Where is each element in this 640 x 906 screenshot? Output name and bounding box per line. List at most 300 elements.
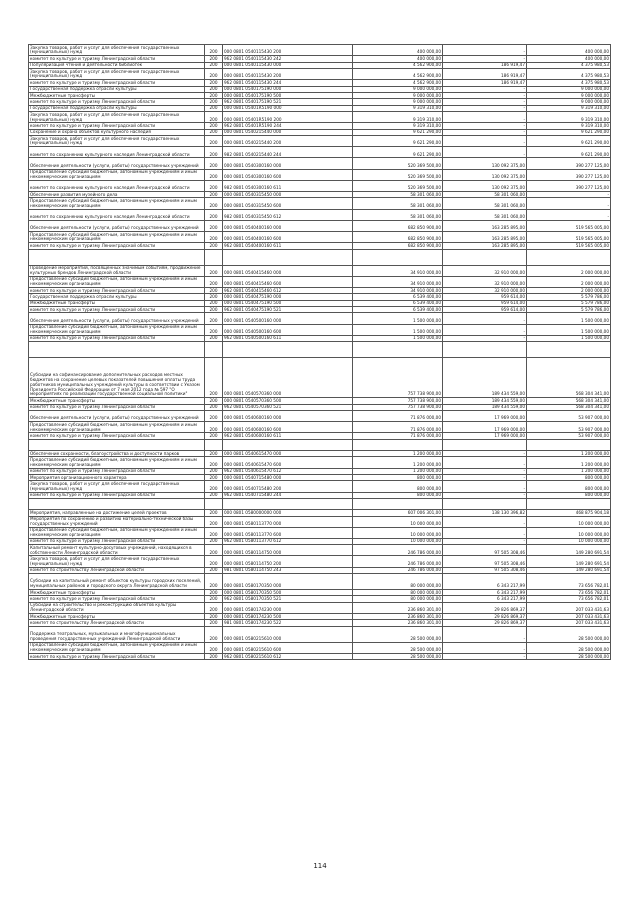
row-budget-code-cell: 000 0801 0540415460 000	[223, 265, 353, 276]
row-remaining-cell	[527, 249, 611, 265]
row-remaining-cell: 568 304 341,00	[527, 398, 611, 404]
row-line-code-cell: 200	[205, 99, 223, 105]
row-line-code-cell: 200	[205, 123, 223, 129]
row-planned-cell: 10 000 000,00	[353, 527, 443, 538]
row-planned-cell: 1 200 000,00	[353, 468, 443, 474]
row-line-code-cell: 200	[205, 192, 223, 198]
row-planned-cell: 10 000 000,00	[353, 538, 443, 544]
row-name-cell: Предоставление субсидий бюджетным, автономным учреждениям и иным некоммерческим организациям	[29, 422, 205, 433]
row-executed-cell: -	[443, 105, 527, 111]
row-executed-cell: 32 910 000,00	[443, 265, 527, 276]
row-budget-code-cell: 000 0801 0540570360 000	[223, 358, 353, 398]
row-budget-code-cell: 962 0801 0540500160 611	[223, 335, 353, 341]
row-remaining-cell: 10 000 000,00	[527, 538, 611, 544]
row-executed-cell: -	[443, 626, 527, 642]
table-row	[29, 112, 611, 123]
row-name-cell: Предоставление субсидий бюджетным, автономным учреждениям и иным некоммерческим организациям	[29, 527, 205, 538]
row-name-cell: Сохранение и охрана объектов культурного наследия	[29, 129, 205, 135]
row-remaining-cell: 9 621 290,00	[527, 129, 611, 135]
row-planned-cell: 4 562 900,00	[353, 80, 443, 86]
row-executed-cell: -	[443, 474, 527, 480]
report-page	[28, 44, 610, 660]
row-executed-cell: 29 826 869,37	[443, 602, 527, 613]
row-name-cell: Предоставление субсидий бюджетным, автономным учреждениям и иным некоммерческим организациям	[29, 457, 205, 468]
row-executed-cell: -	[443, 653, 527, 659]
row-budget-code-cell: 000 0801 0580114750 200	[223, 556, 353, 567]
row-budget-code-cell	[223, 342, 353, 358]
row-executed-cell: 959 614,00	[443, 307, 527, 313]
row-name-cell: Субсидии на строительство и реконструкцию объектов культуры Ленинградской области	[29, 602, 205, 613]
row-remaining-cell: 5 579 786,00	[527, 307, 611, 313]
row-budget-code-cell: 962 0801 0580215610 612	[223, 653, 353, 659]
row-executed-cell: -	[443, 147, 527, 158]
row-line-code-cell: 200	[205, 468, 223, 474]
row-budget-code-cell: 962 0801 05401R5190 244	[223, 123, 353, 129]
row-line-code-cell: 200	[205, 545, 223, 556]
row-budget-code-cell	[223, 498, 353, 509]
row-remaining-cell: 53 907 000,00	[527, 411, 611, 422]
table-row	[29, 324, 611, 335]
row-line-code-cell: 200	[205, 147, 223, 158]
row-planned-cell: 400 000,00	[353, 56, 443, 62]
row-line-code-cell: 200	[205, 358, 223, 398]
row-remaining-cell: 149 280 691,54	[527, 567, 611, 573]
row-planned-cell: 4 562 900,00	[353, 68, 443, 79]
page-number: 114	[313, 862, 327, 870]
row-executed-cell: 186 919,47	[443, 68, 527, 79]
row-budget-code-cell: 962 0801 0540400160 611	[223, 243, 353, 249]
row-remaining-cell: 207 033 431,63	[527, 614, 611, 620]
row-name-cell: комитет по строительству Ленинградской области	[29, 620, 205, 626]
row-budget-code-cell: 000 0801 0540175190 500	[223, 92, 353, 98]
row-planned-cell: 236 860 301,00	[353, 614, 443, 620]
row-remaining-cell: 73 656 782,01	[527, 590, 611, 596]
row-budget-code-cell: 000 0801 0540500160 000	[223, 313, 353, 324]
row-executed-cell: 29 826 869,37	[443, 614, 527, 620]
row-budget-code-cell: 000 0801 0540615470 000	[223, 450, 353, 456]
row-budget-code-cell: 000 0801 0580174230 500	[223, 614, 353, 620]
row-planned-cell: 800 000,00	[353, 474, 443, 480]
row-line-code-cell: 200	[205, 313, 223, 324]
row-planned-cell: 9 000 000,00	[353, 99, 443, 105]
row-planned-cell: 757 738 900,00	[353, 358, 443, 398]
row-budget-code-cell: 000 0801 0580000000 000	[223, 510, 353, 516]
row-name-cell: комитет по сохранению культурного наследия Ленинградской области	[29, 180, 205, 191]
row-line-code-cell: 200	[205, 411, 223, 422]
row-executed-cell: 97 505 308,46	[443, 545, 527, 556]
row-name-cell	[29, 249, 205, 265]
table-row	[29, 158, 611, 169]
row-line-code-cell: 200	[205, 614, 223, 620]
table-row	[29, 231, 611, 242]
row-budget-code-cell: 000 0801 0540315450 000	[223, 192, 353, 198]
row-budget-code-cell: 000 0801 05401R5190 000	[223, 105, 353, 111]
row-budget-code-cell: 982 0801 0540300160 611	[223, 180, 353, 191]
row-remaining-cell: 568 304 341,00	[527, 404, 611, 410]
row-remaining-cell: 468 875 904,18	[527, 510, 611, 516]
row-name-cell: комитет по культуре и туризму Ленинградской области	[29, 468, 205, 474]
row-budget-code-cell: 000 0801 0540715480 000	[223, 474, 353, 480]
row-remaining-cell: 149 280 691,54	[527, 556, 611, 567]
row-name-cell: Обеспечение деятельности (услуги, работы) государственных учреждений	[29, 220, 205, 231]
row-executed-cell: -	[443, 86, 527, 92]
row-remaining-cell: 1 200 000,00	[527, 457, 611, 468]
row-planned-cell: 28 500 000,00	[353, 626, 443, 642]
row-planned-cell: 9 621 290,00	[353, 147, 443, 158]
row-planned-cell: 1 200 000,00	[353, 450, 443, 456]
row-executed-cell: 186 919,47	[443, 62, 527, 68]
row-budget-code-cell: 000 0801 0540600160 000	[223, 411, 353, 422]
row-planned-cell: 400 000,00	[353, 45, 443, 56]
row-name-cell: Обеспечение деятельности (услуги, работы) государственных учреждений	[29, 313, 205, 324]
row-planned-cell: 28 500 000,00	[353, 653, 443, 659]
row-remaining-cell: 10 000 000,00	[527, 516, 611, 527]
row-planned-cell: 80 000 000,00	[353, 590, 443, 596]
row-executed-cell	[443, 249, 527, 265]
row-name-cell: Обеспечение деятельности (услуги, работы) государственных учреждений	[29, 158, 205, 169]
row-planned-cell: 28 500 000,00	[353, 642, 443, 653]
row-executed-cell: 58 301 060,00	[443, 209, 527, 220]
row-remaining-cell: 390 277 125,00	[527, 169, 611, 180]
row-line-code-cell: 200	[205, 129, 223, 135]
row-line-code-cell	[205, 498, 223, 509]
table-row	[29, 136, 611, 147]
row-remaining-cell: 519 565 005,00	[527, 243, 611, 249]
table-row	[29, 516, 611, 527]
row-name-cell: Межбюджетные трансферты	[29, 398, 205, 404]
row-remaining-cell: 28 500 000,00	[527, 653, 611, 659]
table-spacer-row	[29, 249, 611, 265]
row-executed-cell: 130 092 375,00	[443, 158, 527, 169]
row-executed-cell: 97 505 308,46	[443, 567, 527, 573]
row-remaining-cell: 53 907 000,00	[527, 433, 611, 439]
row-budget-code-cell: 981 0801 0580174230 522	[223, 620, 353, 626]
row-line-code-cell: 200	[205, 307, 223, 313]
row-line-code-cell: 200	[205, 294, 223, 300]
row-name-cell: Предоставление субсидий бюджетным, автономным учреждениям и иным некоммерческим организациям	[29, 276, 205, 287]
row-budget-code-cell: 000 0801 0540300160 000	[223, 158, 353, 169]
row-line-code-cell: 200	[205, 243, 223, 249]
row-budget-code-cell: 000 0801 0540500160 600	[223, 324, 353, 335]
row-remaining-cell: 73 656 782,01	[527, 574, 611, 590]
row-name-cell: Закупка товаров, работ и услуг для обеспечения государственных (муниципальных) нужд	[29, 556, 205, 567]
row-planned-cell: 80 000 000,00	[353, 596, 443, 602]
row-executed-cell: -	[443, 92, 527, 98]
row-budget-code-cell: 000 0801 0580170350 000	[223, 574, 353, 590]
row-line-code-cell: 200	[205, 56, 223, 62]
row-name-cell: комитет по культуре и туризму Ленинградской области	[29, 492, 205, 498]
row-line-code-cell: 200	[205, 556, 223, 567]
row-name-cell: Межбюджетные трансферты	[29, 590, 205, 596]
row-planned-cell: 236 860 301,00	[353, 620, 443, 626]
row-budget-code-cell: 000 0801 0540715480 200	[223, 481, 353, 492]
row-remaining-cell: 28 500 000,00	[527, 642, 611, 653]
table-row	[29, 527, 611, 538]
row-planned-cell: 246 786 000,00	[353, 567, 443, 573]
table-row	[29, 180, 611, 191]
row-line-code-cell: 200	[205, 169, 223, 180]
row-line-code-cell: 200	[205, 596, 223, 602]
row-executed-cell: -	[443, 468, 527, 474]
row-executed-cell: 163 285 895,00	[443, 220, 527, 231]
row-name-cell: Закупка товаров, работ и услуг для обеспечения государственных (муниципальных) нужд	[29, 112, 205, 123]
row-name-cell: Мероприятия организационного характера	[29, 474, 205, 480]
row-remaining-cell	[527, 439, 611, 450]
row-remaining-cell: 53 907 000,00	[527, 422, 611, 433]
row-executed-cell: -	[443, 324, 527, 335]
row-line-code-cell: 200	[205, 602, 223, 613]
row-executed-cell: 189 434 559,00	[443, 404, 527, 410]
table-row	[29, 198, 611, 209]
row-planned-cell: 9 621 290,00	[353, 129, 443, 135]
row-planned-cell: 9 621 290,00	[353, 136, 443, 147]
row-line-code-cell: 200	[205, 481, 223, 492]
row-planned-cell: 757 738 900,00	[353, 398, 443, 404]
row-executed-cell: 17 969 000,00	[443, 433, 527, 439]
row-planned-cell: 9 000 000,00	[353, 86, 443, 92]
row-executed-cell: -	[443, 642, 527, 653]
row-budget-code-cell: 962 0801 0580170350 521	[223, 596, 353, 602]
row-remaining-cell: 519 565 005,00	[527, 231, 611, 242]
row-remaining-cell: 9 621 290,00	[527, 136, 611, 147]
row-remaining-cell: 9 319 310,00	[527, 112, 611, 123]
row-line-code-cell: 200	[205, 209, 223, 220]
table-row	[29, 422, 611, 433]
row-name-cell	[29, 342, 205, 358]
row-planned-cell: 9 000 000,00	[353, 92, 443, 98]
row-executed-cell: 6 343 217,99	[443, 596, 527, 602]
table-row	[29, 313, 611, 324]
row-remaining-cell	[527, 498, 611, 509]
row-name-cell: Закупка товаров, работ и услуг для обеспечения государственных (муниципальных) нужд	[29, 45, 205, 56]
row-line-code-cell: 200	[205, 105, 223, 111]
row-line-code-cell: 200	[205, 450, 223, 456]
row-remaining-cell: -	[527, 209, 611, 220]
row-planned-cell: 10 000 000,00	[353, 516, 443, 527]
row-line-code-cell: 200	[205, 433, 223, 439]
row-budget-code-cell: 000 0801 0540115430 000	[223, 62, 353, 68]
row-remaining-cell: 390 277 125,00	[527, 180, 611, 191]
row-name-cell: комитет по культуре и туризму Ленинградской области	[29, 538, 205, 544]
table-spacer-row	[29, 342, 611, 358]
row-remaining-cell	[527, 342, 611, 358]
row-remaining-cell: 390 277 125,00	[527, 158, 611, 169]
row-executed-cell: -	[443, 123, 527, 129]
row-executed-cell: -	[443, 538, 527, 544]
row-remaining-cell: 800 000,00	[527, 474, 611, 480]
row-executed-cell: 6 343 217,99	[443, 574, 527, 590]
row-executed-cell: -	[443, 527, 527, 538]
row-planned-cell: 1 200 000,00	[353, 457, 443, 468]
row-planned-cell: 71 876 000,00	[353, 433, 443, 439]
row-name-cell: Капитальный ремонт культурно-досуговых учреждений, находящихся в собственности Ленинградской области	[29, 545, 205, 556]
row-name-cell: Обеспечение деятельности (услуги, работы) государственных учреждений	[29, 411, 205, 422]
row-line-code-cell: 200	[205, 324, 223, 335]
row-budget-code-cell: 000 0801 0540615470 600	[223, 457, 353, 468]
row-executed-cell: 130 092 375,00	[443, 169, 527, 180]
row-remaining-cell: 400 000,00	[527, 56, 611, 62]
row-executed-cell: 186 919,47	[443, 80, 527, 86]
row-budget-code-cell: 000 0801 0540300160 600	[223, 169, 353, 180]
row-remaining-cell: 800 000,00	[527, 481, 611, 492]
row-remaining-cell: 9 000 000,00	[527, 92, 611, 98]
row-remaining-cell: 519 565 005,00	[527, 220, 611, 231]
row-line-code-cell	[205, 342, 223, 358]
row-remaining-cell: 28 500 000,00	[527, 626, 611, 642]
row-remaining-cell: 400 000,00	[527, 45, 611, 56]
row-planned-cell: 682 850 900,00	[353, 220, 443, 231]
row-planned-cell: 800 000,00	[353, 481, 443, 492]
row-executed-cell: 97 505 308,46	[443, 556, 527, 567]
row-planned-cell: 9 319 310,00	[353, 105, 443, 111]
row-budget-code-cell: 000 0801 0580215610 600	[223, 642, 353, 653]
row-budget-code-cell: 962 0801 0580113770 612	[223, 538, 353, 544]
row-planned-cell: 682 850 900,00	[353, 243, 443, 249]
row-line-code-cell: 200	[205, 265, 223, 276]
row-planned-cell: 800 000,00	[353, 492, 443, 498]
row-executed-cell: -	[443, 56, 527, 62]
row-budget-code-cell: 962 0801 0540415460 612	[223, 287, 353, 293]
row-line-code-cell: 200	[205, 404, 223, 410]
row-budget-code-cell: 000 0801 0540400160 600	[223, 231, 353, 242]
row-name-cell: комитет по культуре и туризму Ленинградской области	[29, 433, 205, 439]
row-budget-code-cell: 000 0801 0540115430 200	[223, 68, 353, 79]
row-planned-cell: 520 369 500,00	[353, 158, 443, 169]
table-row	[29, 653, 611, 659]
row-remaining-cell: 4 375 980,53	[527, 62, 611, 68]
row-budget-code-cell: 981 0801 0580114750 243	[223, 567, 353, 573]
row-line-code-cell	[205, 439, 223, 450]
row-name-cell: Проведение мероприятий, посвященных значимым событиям, продвижение культурных брендов Ленинградской области	[29, 265, 205, 276]
table-row	[29, 220, 611, 231]
row-name-cell: Закупка товаров, работ и услуг для обеспечения государственных (муниципальных) нужд	[29, 68, 205, 79]
row-planned-cell: 58 301 060,00	[353, 209, 443, 220]
row-line-code-cell: 200	[205, 136, 223, 147]
row-name-cell: комитет по культуре и туризму Ленинградской области	[29, 123, 205, 129]
table-row	[29, 147, 611, 158]
row-planned-cell: 80 000 000,00	[353, 574, 443, 590]
row-line-code-cell: 200	[205, 86, 223, 92]
row-budget-code-cell: 982 0801 0540215440 244	[223, 147, 353, 158]
row-planned-cell	[353, 439, 443, 450]
row-budget-code-cell: 000 0801 0540175190 000	[223, 86, 353, 92]
row-executed-cell: 189 434 559,00	[443, 398, 527, 404]
row-planned-cell: 34 910 000,00	[353, 287, 443, 293]
row-planned-cell: 520 369 500,00	[353, 169, 443, 180]
row-line-code-cell: 200	[205, 516, 223, 527]
table-spacer-row	[29, 439, 611, 450]
table-row	[29, 209, 611, 220]
row-planned-cell: 682 850 900,00	[353, 231, 443, 242]
row-name-cell: комитет по культуре и туризму Ленинградской области	[29, 287, 205, 293]
row-budget-code-cell: 000 0801 0540215440 200	[223, 136, 353, 147]
row-name-cell: Мероприятия, направленные на достижение целей проектов	[29, 510, 205, 516]
row-executed-cell: 138 130 396,82	[443, 510, 527, 516]
row-name-cell: Предоставление субсидий бюджетным, автономным учреждениям и иным некоммерческим организациям	[29, 169, 205, 180]
row-budget-code-cell: 000 0801 0540215440 000	[223, 129, 353, 135]
row-name-cell: Предоставление субсидий бюджетным, автономным учреждениям и иным некоммерческим организациям	[29, 231, 205, 242]
row-name-cell: комитет по культуре и туризму Ленинградской области	[29, 99, 205, 105]
row-executed-cell	[443, 498, 527, 509]
expenditure-table-body	[29, 45, 611, 660]
row-name-cell: Предоставление субсидий бюджетным, автономным учреждениям и иным некоммерческим организациям	[29, 642, 205, 653]
row-planned-cell: 1 500 000,00	[353, 313, 443, 324]
row-executed-cell: -	[443, 112, 527, 123]
row-executed-cell: -	[443, 313, 527, 324]
row-budget-code-cell: 000 0801 0540400160 000	[223, 220, 353, 231]
row-remaining-cell: 207 033 431,63	[527, 602, 611, 613]
row-budget-code-cell	[223, 439, 353, 450]
row-remaining-cell: 9 319 310,00	[527, 105, 611, 111]
row-name-cell: комитет по культуре и туризму Ленинградской области	[29, 56, 205, 62]
row-planned-cell: 6 539 400,00	[353, 300, 443, 306]
row-name-cell: комитет по культуре и туризму Ленинградской области	[29, 404, 205, 410]
row-executed-cell: 17 969 000,00	[443, 411, 527, 422]
table-row	[29, 481, 611, 492]
row-remaining-cell: 1 500 000,00	[527, 324, 611, 335]
row-executed-cell: 32 910 000,00	[443, 276, 527, 287]
row-executed-cell: 58 301 060,00	[443, 198, 527, 209]
row-name-cell: комитет по строительству Ленинградской области	[29, 567, 205, 573]
row-executed-cell: -	[443, 516, 527, 527]
row-budget-code-cell: 000 0801 05401R5190 200	[223, 112, 353, 123]
row-remaining-cell: 1 500 000,00	[527, 313, 611, 324]
row-planned-cell: 6 539 400,00	[353, 294, 443, 300]
row-name-cell: Межбюджетные трансферты	[29, 300, 205, 306]
row-name-cell: Обеспечение сохранности, благоустройства и доступности парков	[29, 450, 205, 456]
row-executed-cell: -	[443, 136, 527, 147]
row-executed-cell: 130 092 375,00	[443, 180, 527, 191]
row-budget-code-cell: 962 0801 0540475190 521	[223, 307, 353, 313]
row-line-code-cell: 200	[205, 590, 223, 596]
row-remaining-cell: 800 000,00	[527, 492, 611, 498]
row-remaining-cell: 2 000 000,00	[527, 265, 611, 276]
row-planned-cell: 757 738 900,00	[353, 404, 443, 410]
table-spacer-row	[29, 498, 611, 509]
row-name-cell: комитет по сохранению культурного наследия Ленинградской области	[29, 147, 205, 158]
row-planned-cell: 6 539 400,00	[353, 307, 443, 313]
row-planned-cell: 1 500 000,00	[353, 324, 443, 335]
row-line-code-cell: 200	[205, 474, 223, 480]
row-planned-cell: 58 301 060,00	[353, 192, 443, 198]
row-budget-code-cell: 982 0801 0540315450 612	[223, 209, 353, 220]
row-name-cell: комитет по культуре и туризму Ленинградской области	[29, 335, 205, 341]
row-executed-cell	[443, 342, 527, 358]
row-budget-code-cell: 962 0801 0540615470 612	[223, 468, 353, 474]
row-executed-cell: 959 614,00	[443, 294, 527, 300]
row-line-code-cell: 200	[205, 112, 223, 123]
row-budget-code-cell: 000 0801 0540570360 500	[223, 398, 353, 404]
row-line-code-cell: 200	[205, 653, 223, 659]
expenditure-table	[28, 44, 611, 660]
row-name-cell	[29, 439, 205, 450]
row-remaining-cell: 4 375 980,53	[527, 68, 611, 79]
row-remaining-cell: 9 000 000,00	[527, 86, 611, 92]
row-line-code-cell: 200	[205, 335, 223, 341]
row-budget-code-cell: 000 0801 0540600160 600	[223, 422, 353, 433]
row-executed-cell: -	[443, 492, 527, 498]
row-line-code-cell: 200	[205, 80, 223, 86]
row-executed-cell	[443, 439, 527, 450]
row-executed-cell: -	[443, 45, 527, 56]
row-executed-cell: 189 434 559,00	[443, 358, 527, 398]
row-executed-cell: -	[443, 481, 527, 492]
row-planned-cell: 246 786 000,00	[353, 545, 443, 556]
row-line-code-cell: 200	[205, 626, 223, 642]
row-name-cell: Межбюджетные трансферты	[29, 92, 205, 98]
row-planned-cell: 9 319 310,00	[353, 112, 443, 123]
row-name-cell: комитет по культуре и туризму Ленинградской области	[29, 307, 205, 313]
